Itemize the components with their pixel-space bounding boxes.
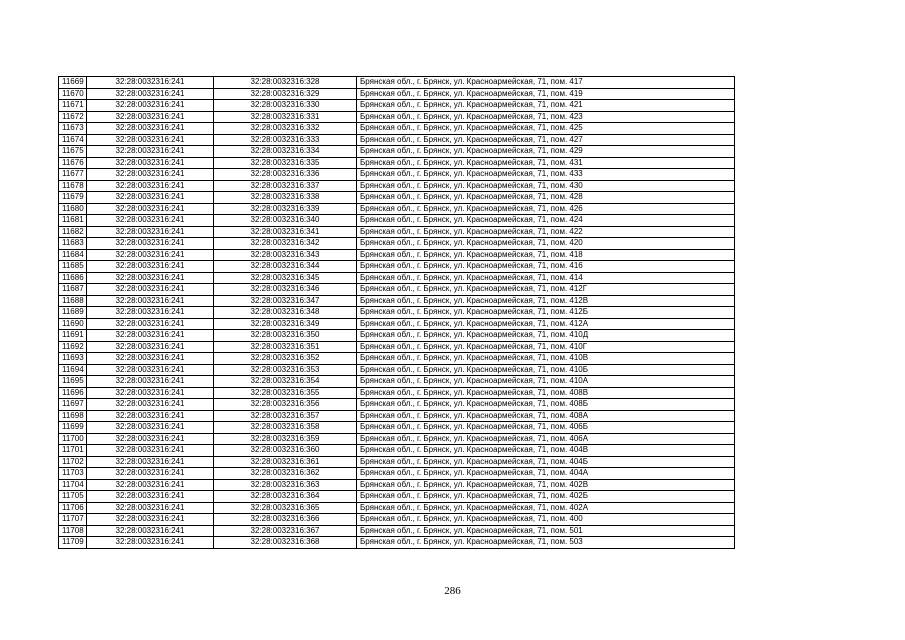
parent-cadastral-number-cell: 32:28:0032316:241: [87, 364, 214, 376]
row-number-cell: 11705: [59, 491, 87, 503]
table-row: [59, 261, 735, 273]
row-number-cell: 11694: [59, 364, 87, 376]
row-number-cell: 11690: [59, 318, 87, 330]
table-row: [59, 399, 735, 411]
row-number-cell: 11687: [59, 284, 87, 296]
parent-cadastral-number-cell: 32:28:0032316:241: [87, 353, 214, 365]
parent-cadastral-number-cell: 32:28:0032316:241: [87, 318, 214, 330]
table-row: [59, 410, 735, 422]
parent-cadastral-number-cell: 32:28:0032316:241: [87, 491, 214, 503]
parent-cadastral-number-cell: 32:28:0032316:241: [87, 422, 214, 434]
parent-cadastral-number-cell: 32:28:0032316:241: [87, 100, 214, 112]
cadastral-number-cell: 32:28:0032316:362: [214, 468, 357, 480]
parent-cadastral-number-cell: 32:28:0032316:241: [87, 77, 214, 89]
row-number-cell: 11695: [59, 376, 87, 388]
table-row: [59, 146, 735, 158]
parent-cadastral-number-cell: 32:28:0032316:241: [87, 295, 214, 307]
parent-cadastral-number-cell: 32:28:0032316:241: [87, 445, 214, 457]
table-row: [59, 341, 735, 353]
row-number-cell: 11701: [59, 445, 87, 457]
table-row: [59, 249, 735, 261]
cadastral-number-cell: 32:28:0032316:367: [214, 525, 357, 537]
parent-cadastral-number-cell: 32:28:0032316:241: [87, 88, 214, 100]
row-number-cell: 11676: [59, 157, 87, 169]
parent-cadastral-number-cell: 32:28:0032316:241: [87, 134, 214, 146]
cadastral-number-cell: 32:28:0032316:361: [214, 456, 357, 468]
table-row: [59, 226, 735, 238]
cadastral-number-cell: 32:28:0032316:335: [214, 157, 357, 169]
address-cell: Брянская обл., г. Брянск, ул. Красноармейская, 71, пом. 404Б: [357, 456, 735, 468]
row-number-cell: 11670: [59, 88, 87, 100]
table-row: [59, 376, 735, 388]
parent-cadastral-number-cell: 32:28:0032316:241: [87, 157, 214, 169]
address-cell: Брянская обл., г. Брянск, ул. Красноармейская, 71, пом. 420: [357, 238, 735, 250]
cadastral-number-cell: 32:28:0032316:343: [214, 249, 357, 261]
row-number-cell: 11693: [59, 353, 87, 365]
address-cell: Брянская обл., г. Брянск, ул. Красноармейская, 71, пом. 410В: [357, 353, 735, 365]
cadastral-number-cell: 32:28:0032316:328: [214, 77, 357, 89]
table-row: [59, 433, 735, 445]
table-row: [59, 479, 735, 491]
table-row: [59, 318, 735, 330]
cadastral-number-cell: 32:28:0032316:341: [214, 226, 357, 238]
cadastral-number-cell: 32:28:0032316:359: [214, 433, 357, 445]
table-row: [59, 123, 735, 135]
row-number-cell: 11669: [59, 77, 87, 89]
cadastral-number-cell: 32:28:0032316:351: [214, 341, 357, 353]
parent-cadastral-number-cell: 32:28:0032316:241: [87, 111, 214, 123]
cadastral-number-cell: 32:28:0032316:360: [214, 445, 357, 457]
table-row: [59, 157, 735, 169]
row-number-cell: 11686: [59, 272, 87, 284]
row-number-cell: 11692: [59, 341, 87, 353]
address-cell: Брянская обл., г. Брянск, ул. Красноармейская, 71, пом. 412Г: [357, 284, 735, 296]
address-cell: Брянская обл., г. Брянск, ул. Красноармейская, 71, пом. 406Б: [357, 422, 735, 434]
table-row: [59, 445, 735, 457]
row-number-cell: 11672: [59, 111, 87, 123]
parent-cadastral-number-cell: 32:28:0032316:241: [87, 479, 214, 491]
cadastral-number-cell: 32:28:0032316:334: [214, 146, 357, 158]
row-number-cell: 11689: [59, 307, 87, 319]
address-cell: Брянская обл., г. Брянск, ул. Красноармейская, 71, пом. 408А: [357, 410, 735, 422]
table-row: [59, 203, 735, 215]
parent-cadastral-number-cell: 32:28:0032316:241: [87, 249, 214, 261]
cadastral-number-cell: 32:28:0032316:368: [214, 537, 357, 549]
table-row: [59, 525, 735, 537]
row-number-cell: 11699: [59, 422, 87, 434]
cadastral-number-cell: 32:28:0032316:357: [214, 410, 357, 422]
address-cell: Брянская обл., г. Брянск, ул. Красноармейская, 71, пом. 425: [357, 123, 735, 135]
table-row: [59, 330, 735, 342]
table-row: [59, 491, 735, 503]
cadastral-number-cell: 32:28:0032316:348: [214, 307, 357, 319]
parent-cadastral-number-cell: 32:28:0032316:241: [87, 468, 214, 480]
cadastral-number-cell: 32:28:0032316:344: [214, 261, 357, 273]
table-row: [59, 77, 735, 89]
table-row: [59, 272, 735, 284]
table-row: [59, 215, 735, 227]
row-number-cell: 11684: [59, 249, 87, 261]
cadastral-number-cell: 32:28:0032316:352: [214, 353, 357, 365]
table-row: [59, 100, 735, 112]
address-cell: Брянская обл., г. Брянск, ул. Красноармейская, 71, пом. 410А: [357, 376, 735, 388]
parent-cadastral-number-cell: 32:28:0032316:241: [87, 330, 214, 342]
parent-cadastral-number-cell: 32:28:0032316:241: [87, 525, 214, 537]
row-number-cell: 11703: [59, 468, 87, 480]
table-row: [59, 192, 735, 204]
table-row: [59, 88, 735, 100]
row-number-cell: 11706: [59, 502, 87, 514]
parent-cadastral-number-cell: 32:28:0032316:241: [87, 215, 214, 227]
parent-cadastral-number-cell: 32:28:0032316:241: [87, 203, 214, 215]
row-number-cell: 11673: [59, 123, 87, 135]
address-cell: Брянская обл., г. Брянск, ул. Красноармейская, 71, пом. 431: [357, 157, 735, 169]
row-number-cell: 11671: [59, 100, 87, 112]
parent-cadastral-number-cell: 32:28:0032316:241: [87, 169, 214, 181]
cadastral-number-cell: 32:28:0032316:365: [214, 502, 357, 514]
parent-cadastral-number-cell: 32:28:0032316:241: [87, 433, 214, 445]
cadastral-number-cell: 32:28:0032316:355: [214, 387, 357, 399]
parent-cadastral-number-cell: 32:28:0032316:241: [87, 123, 214, 135]
parent-cadastral-number-cell: 32:28:0032316:241: [87, 146, 214, 158]
parent-cadastral-number-cell: 32:28:0032316:241: [87, 261, 214, 273]
address-cell: Брянская обл., г. Брянск, ул. Красноармейская, 71, пом. 427: [357, 134, 735, 146]
cadastral-number-cell: 32:28:0032316:358: [214, 422, 357, 434]
address-cell: Брянская обл., г. Брянск, ул. Красноармейская, 71, пом. 402Б: [357, 491, 735, 503]
parent-cadastral-number-cell: 32:28:0032316:241: [87, 192, 214, 204]
parent-cadastral-number-cell: 32:28:0032316:241: [87, 410, 214, 422]
cadastral-number-cell: 32:28:0032316:329: [214, 88, 357, 100]
parent-cadastral-number-cell: 32:28:0032316:241: [87, 284, 214, 296]
address-cell: Брянская обл., г. Брянск, ул. Красноармейская, 71, пом. 501: [357, 525, 735, 537]
address-cell: Брянская обл., г. Брянск, ул. Красноармейская, 71, пом. 408В: [357, 387, 735, 399]
table-row: [59, 180, 735, 192]
cadastral-number-cell: 32:28:0032316:353: [214, 364, 357, 376]
table-row: [59, 456, 735, 468]
row-number-cell: 11697: [59, 399, 87, 411]
address-cell: Брянская обл., г. Брянск, ул. Красноармейская, 71, пом. 418: [357, 249, 735, 261]
table-row: [59, 295, 735, 307]
parent-cadastral-number-cell: 32:28:0032316:241: [87, 226, 214, 238]
parent-cadastral-number-cell: 32:28:0032316:241: [87, 514, 214, 526]
address-cell: Брянская обл., г. Брянск, ул. Красноармейская, 71, пом. 406А: [357, 433, 735, 445]
address-cell: Брянская обл., г. Брянск, ул. Красноармейская, 71, пом. 426: [357, 203, 735, 215]
row-number-cell: 11707: [59, 514, 87, 526]
row-number-cell: 11688: [59, 295, 87, 307]
cadastral-number-cell: 32:28:0032316:366: [214, 514, 357, 526]
address-cell: Брянская обл., г. Брянск, ул. Красноармейская, 71, пом. 412В: [357, 295, 735, 307]
parent-cadastral-number-cell: 32:28:0032316:241: [87, 376, 214, 388]
address-cell: Брянская обл., г. Брянск, ул. Красноармейская, 71, пом. 417: [357, 77, 735, 89]
table-row: [59, 422, 735, 434]
table-row: [59, 238, 735, 250]
address-cell: Брянская обл., г. Брянск, ул. Красноармейская, 71, пом. 408Б: [357, 399, 735, 411]
address-cell: Брянская обл., г. Брянск, ул. Красноармейская, 71, пом. 402А: [357, 502, 735, 514]
table-row: [59, 134, 735, 146]
address-cell: Брянская обл., г. Брянск, ул. Красноармейская, 71, пом. 430: [357, 180, 735, 192]
table-row: [59, 387, 735, 399]
parent-cadastral-number-cell: 32:28:0032316:241: [87, 387, 214, 399]
registry-table: [58, 76, 735, 549]
address-cell: Брянская обл., г. Брянск, ул. Красноармейская, 71, пом. 410Г: [357, 341, 735, 353]
cadastral-number-cell: 32:28:0032316:331: [214, 111, 357, 123]
parent-cadastral-number-cell: 32:28:0032316:241: [87, 537, 214, 549]
row-number-cell: 11698: [59, 410, 87, 422]
row-number-cell: 11679: [59, 192, 87, 204]
table-row: [59, 111, 735, 123]
registry-table-body: [59, 77, 735, 549]
address-cell: Брянская обл., г. Брянск, ул. Красноармейская, 71, пом. 404А: [357, 468, 735, 480]
cadastral-number-cell: 32:28:0032316:330: [214, 100, 357, 112]
address-cell: Брянская обл., г. Брянск, ул. Красноармейская, 71, пом. 416: [357, 261, 735, 273]
address-cell: Брянская обл., г. Брянск, ул. Красноармейская, 71, пом. 404В: [357, 445, 735, 457]
row-number-cell: 11674: [59, 134, 87, 146]
row-number-cell: 11675: [59, 146, 87, 158]
address-cell: Брянская обл., г. Брянск, ул. Красноармейская, 71, пом. 419: [357, 88, 735, 100]
address-cell: Брянская обл., г. Брянск, ул. Красноармейская, 71, пом. 410Д: [357, 330, 735, 342]
address-cell: Брянская обл., г. Брянск, ул. Красноармейская, 71, пом. 503: [357, 537, 735, 549]
parent-cadastral-number-cell: 32:28:0032316:241: [87, 456, 214, 468]
table-row: [59, 169, 735, 181]
row-number-cell: 11700: [59, 433, 87, 445]
address-cell: Брянская обл., г. Брянск, ул. Красноармейская, 71, пом. 414: [357, 272, 735, 284]
address-cell: Брянская обл., г. Брянск, ул. Красноармейская, 71, пом. 402В: [357, 479, 735, 491]
row-number-cell: 11681: [59, 215, 87, 227]
address-cell: Брянская обл., г. Брянск, ул. Красноармейская, 71, пом. 421: [357, 100, 735, 112]
cadastral-number-cell: 32:28:0032316:347: [214, 295, 357, 307]
cadastral-number-cell: 32:28:0032316:363: [214, 479, 357, 491]
table-row: [59, 353, 735, 365]
page-number: 286: [444, 585, 461, 597]
parent-cadastral-number-cell: 32:28:0032316:241: [87, 307, 214, 319]
cadastral-number-cell: 32:28:0032316:364: [214, 491, 357, 503]
table-row: [59, 307, 735, 319]
address-cell: Брянская обл., г. Брянск, ул. Красноармейская, 71, пом. 412А: [357, 318, 735, 330]
parent-cadastral-number-cell: 32:28:0032316:241: [87, 238, 214, 250]
row-number-cell: 11685: [59, 261, 87, 273]
row-number-cell: 11682: [59, 226, 87, 238]
row-number-cell: 11680: [59, 203, 87, 215]
row-number-cell: 11691: [59, 330, 87, 342]
table-row: [59, 502, 735, 514]
cadastral-number-cell: 32:28:0032316:350: [214, 330, 357, 342]
parent-cadastral-number-cell: 32:28:0032316:241: [87, 180, 214, 192]
address-cell: Брянская обл., г. Брянск, ул. Красноармейская, 71, пом. 422: [357, 226, 735, 238]
row-number-cell: 11696: [59, 387, 87, 399]
table-row: [59, 284, 735, 296]
address-cell: Брянская обл., г. Брянск, ул. Красноармейская, 71, пом. 400: [357, 514, 735, 526]
address-cell: Брянская обл., г. Брянск, ул. Красноармейская, 71, пом. 433: [357, 169, 735, 181]
cadastral-number-cell: 32:28:0032316:338: [214, 192, 357, 204]
parent-cadastral-number-cell: 32:28:0032316:241: [87, 502, 214, 514]
cadastral-number-cell: 32:28:0032316:342: [214, 238, 357, 250]
cadastral-number-cell: 32:28:0032316:345: [214, 272, 357, 284]
cadastral-number-cell: 32:28:0032316:349: [214, 318, 357, 330]
cadastral-number-cell: 32:28:0032316:336: [214, 169, 357, 181]
cadastral-number-cell: 32:28:0032316:354: [214, 376, 357, 388]
address-cell: Брянская обл., г. Брянск, ул. Красноармейская, 71, пом. 428: [357, 192, 735, 204]
row-number-cell: 11709: [59, 537, 87, 549]
table-row: [59, 537, 735, 549]
row-number-cell: 11704: [59, 479, 87, 491]
row-number-cell: 11708: [59, 525, 87, 537]
address-cell: Брянская обл., г. Брянск, ул. Красноармейская, 71, пом. 412Б: [357, 307, 735, 319]
cadastral-number-cell: 32:28:0032316:333: [214, 134, 357, 146]
parent-cadastral-number-cell: 32:28:0032316:241: [87, 272, 214, 284]
cadastral-number-cell: 32:28:0032316:337: [214, 180, 357, 192]
cadastral-number-cell: 32:28:0032316:356: [214, 399, 357, 411]
row-number-cell: 11683: [59, 238, 87, 250]
table-row: [59, 468, 735, 480]
table-row: [59, 364, 735, 376]
parent-cadastral-number-cell: 32:28:0032316:241: [87, 399, 214, 411]
address-cell: Брянская обл., г. Брянск, ул. Красноармейская, 71, пом. 423: [357, 111, 735, 123]
cadastral-number-cell: 32:28:0032316:346: [214, 284, 357, 296]
table-row: [59, 514, 735, 526]
cadastral-number-cell: 32:28:0032316:332: [214, 123, 357, 135]
parent-cadastral-number-cell: 32:28:0032316:241: [87, 341, 214, 353]
address-cell: Брянская обл., г. Брянск, ул. Красноармейская, 71, пом. 410Б: [357, 364, 735, 376]
cadastral-number-cell: 32:28:0032316:340: [214, 215, 357, 227]
row-number-cell: 11702: [59, 456, 87, 468]
row-number-cell: 11677: [59, 169, 87, 181]
address-cell: Брянская обл., г. Брянск, ул. Красноармейская, 71, пом. 429: [357, 146, 735, 158]
cadastral-number-cell: 32:28:0032316:339: [214, 203, 357, 215]
row-number-cell: 11678: [59, 180, 87, 192]
address-cell: Брянская обл., г. Брянск, ул. Красноармейская, 71, пом. 424: [357, 215, 735, 227]
